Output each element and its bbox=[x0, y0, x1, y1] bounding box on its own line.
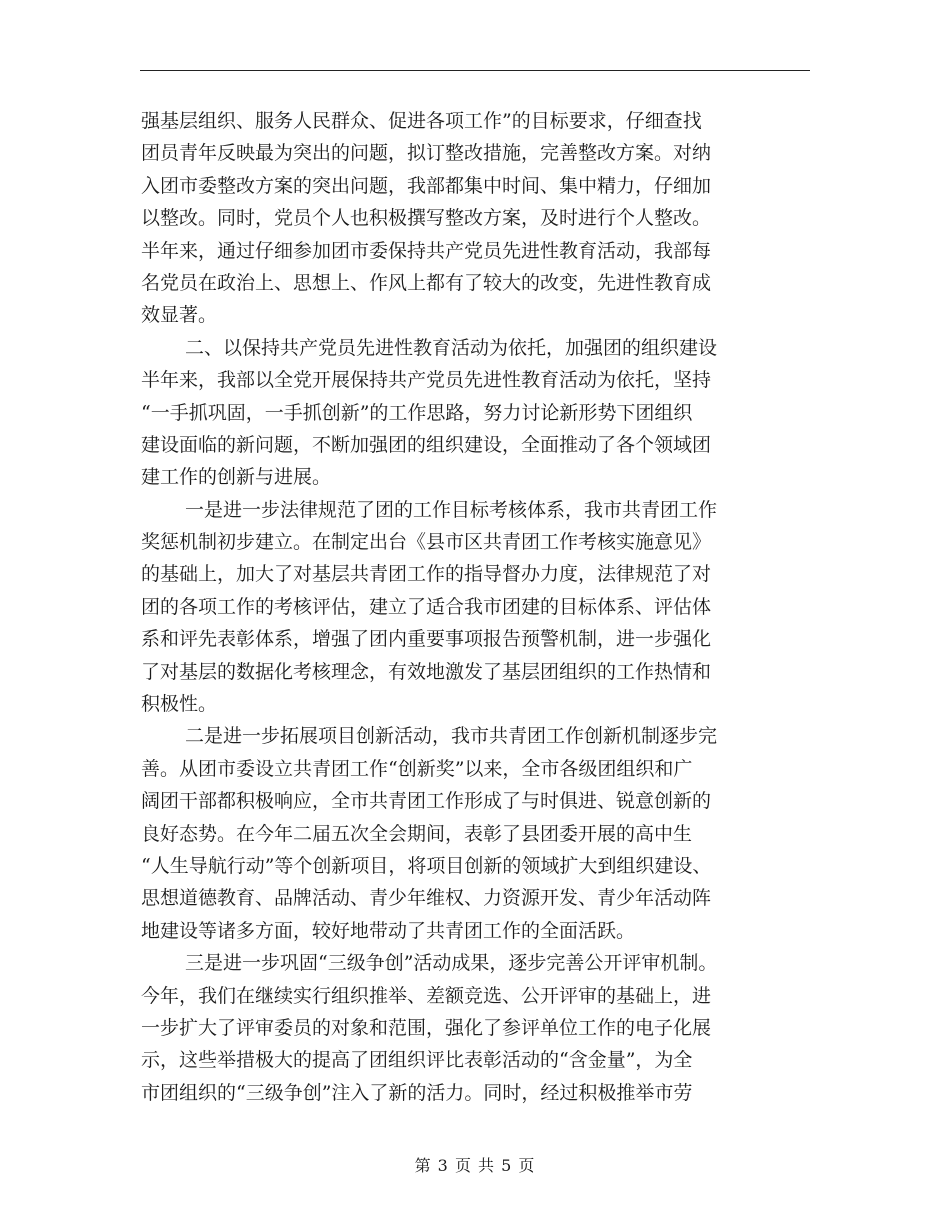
text-line: 建工作的创新与进展。 bbox=[141, 466, 332, 489]
text-line: 二、以保持共产党员先进性教育活动为依托，加强团的组织建设 bbox=[185, 336, 718, 359]
text-line: 的基础上，加大了对基层共青团工作的指导督办力度，法律规范了对 bbox=[141, 563, 712, 586]
text-line: 强基层组织、服务人民群众、促进各项工作”的目标要求，仔细查找 bbox=[141, 110, 702, 132]
text-line: 一步扩大了评审委员的对象和范围，强化了参评单位工作的电子化展 bbox=[141, 1016, 712, 1039]
text-line: 示，这些举措极大的提高了团组织评比表彰活动的“含金量”，为全 bbox=[141, 1049, 693, 1072]
text-line: 善。从团市委设立共青团工作“创新奖”以来，全市各级团组织和广 bbox=[141, 757, 693, 780]
text-line: 今年，我们在继续实行组织推举、差额竞选、公开评审的基础上，进 bbox=[141, 984, 712, 1007]
text-line: 奖惩机制初步建立。在制定出台《县市区共青团工作考核实施意见》 bbox=[141, 531, 712, 554]
text-line: 效显著。 bbox=[141, 304, 218, 327]
text-line: 阔团干部都积极响应，全市共青团工作形成了与时俱进、锐意创新的 bbox=[141, 790, 712, 813]
text-line: 地建设等诸多方面，较好地带动了共青团工作的全面活跃。 bbox=[141, 919, 636, 942]
text-line: 系和评先表彰体系，增强了团内重要事项报告预警机制，进一步强化 bbox=[141, 628, 712, 651]
text-line: “一手抓巩固，一手抓创新”的工作思路，努力讨论新形势下团组织 bbox=[141, 401, 693, 424]
text-line: 半年来，我部以全党开展保持共产党员先进性教育活动为依托，坚持 bbox=[141, 369, 712, 392]
text-line: 思想道德教育、品牌活动、青少年维权、力资源开发、青少年活动阵 bbox=[141, 887, 712, 910]
text-line: 市团组织的“三级争创”注入了新的活力。同时，经过积极推举市劳 bbox=[141, 1081, 693, 1104]
text-line: 名党员在政治上、思想上、作风上都有了较大的改变，先进性教育成 bbox=[141, 271, 712, 294]
text-line: 以整改。同时，党员个人也积极撰写整改方案，及时进行个人整改。 bbox=[141, 207, 712, 230]
text-line: 半年来，通过仔细参加团市委保持共产党员先进性教育活动，我部每 bbox=[141, 239, 712, 262]
text-line: 了对基层的数据化考核理念，有效地激发了基层团组织的工作热情和 bbox=[141, 660, 712, 683]
text-line: 良好态势。在今年二届五次全会期间，表彰了县团委开展的高中生 bbox=[141, 822, 693, 845]
text-line: “人生导航行动”等个创新项目，将项目创新的领域扩大到组织建设、 bbox=[141, 854, 712, 877]
document-body bbox=[141, 105, 811, 1109]
text-line: 三是进一步巩固“三级争创”活动成果，逐步完善公开评审机制。 bbox=[185, 952, 718, 975]
text-line: 团员青年反映最为突出的问题，拟订整改措施，完善整改方案。对纳 bbox=[141, 142, 712, 165]
header-rule bbox=[140, 70, 810, 71]
text-line: 二是进一步拓展项目创新活动，我市共青团工作创新机制逐步完 bbox=[185, 725, 718, 748]
text-line: 建设面临的新问题，不断加强团的组织建设，全面推动了各个领域团 bbox=[141, 433, 712, 456]
text-line: 积极性。 bbox=[141, 693, 218, 716]
text-line: 一是进一步法律规范了团的工作目标考核体系，我市共青团工作 bbox=[185, 498, 718, 521]
text-line: 入团市委整改方案的突出问题，我部都集中时间、集中精力，仔细加 bbox=[141, 174, 712, 197]
text-line: 团的各项工作的考核评估，建立了适合我市团建的目标体系、评估体 bbox=[141, 595, 712, 618]
page-number-footer: 第 3 页 共 5 页 bbox=[414, 1156, 536, 1175]
